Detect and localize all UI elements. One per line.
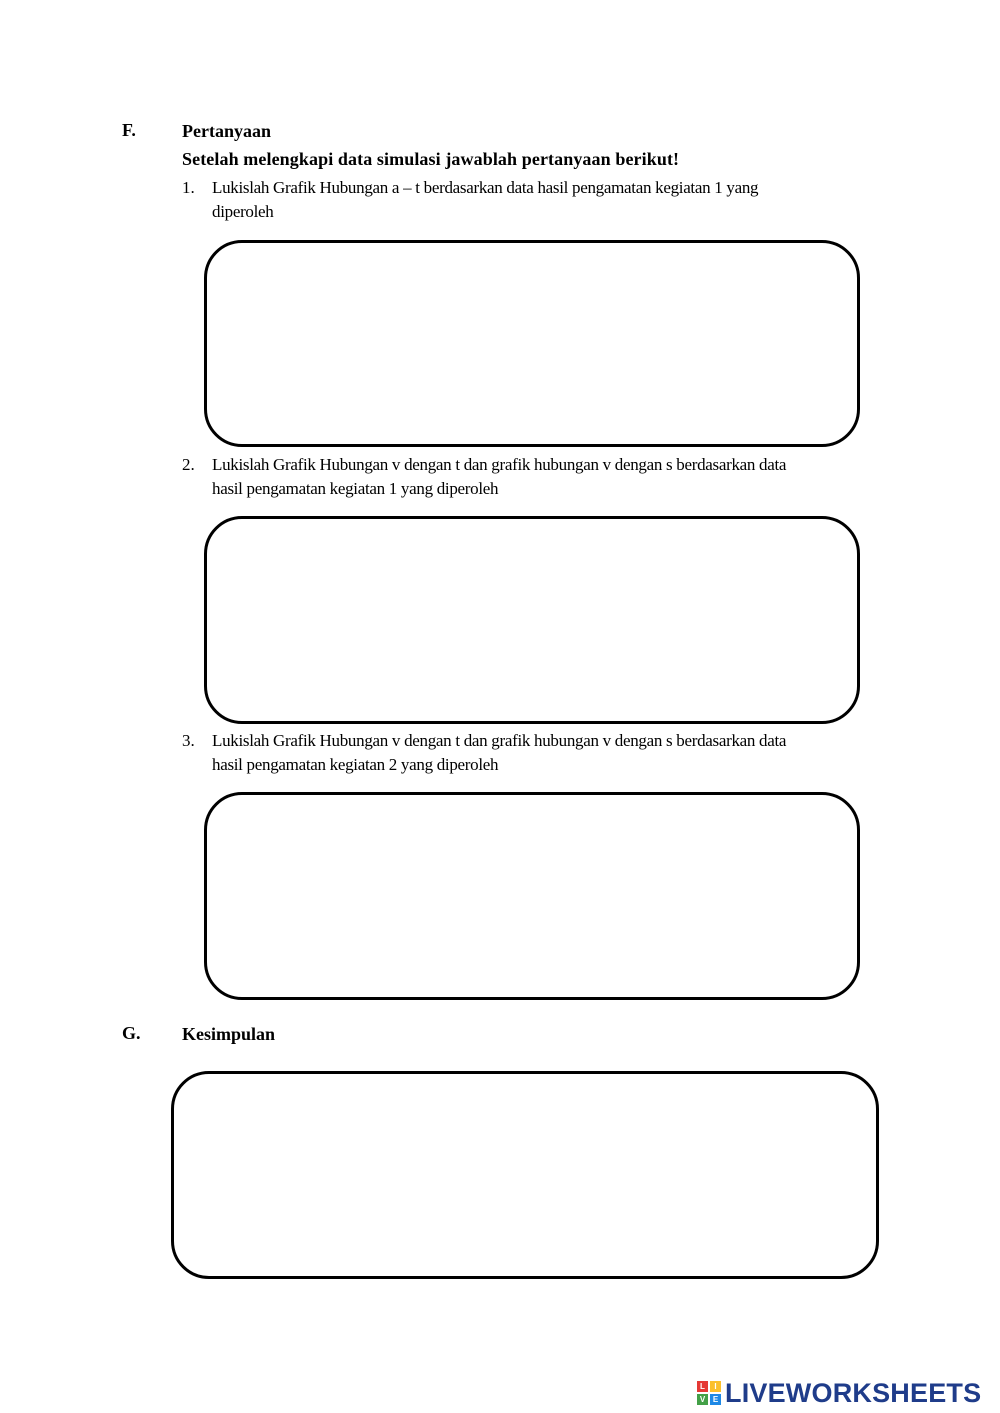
answer-box-1[interactable] (204, 240, 860, 447)
logo-cell-i: I (710, 1381, 721, 1392)
answer-box-3[interactable] (204, 792, 860, 1000)
logo-cell-l: L (697, 1381, 708, 1392)
question-1-text (212, 176, 902, 224)
question-1-line-2: diperoleh (212, 202, 274, 221)
conclusion-answer-box[interactable] (171, 1071, 879, 1279)
question-2-text (212, 453, 902, 501)
liveworksheets-logo (697, 1378, 981, 1408)
question-1-number: 1. (182, 178, 195, 197)
question-3-line-1: Lukislah Grafik Hubungan v dengan t dan grafik hubungan v dengan s berdasarkan data (212, 731, 787, 750)
section-g-title: Kesimpulan (182, 1024, 276, 1044)
question-1-line-1: Lukislah Grafik Hubungan a – t berdasarkan data hasil pengamatan kegiatan 1 yang (212, 178, 759, 197)
section-f-letter: F. (122, 120, 136, 140)
instruction-text: Setelah melengkapi data simulasi jawablah pertanyaan berikut! (182, 149, 680, 169)
logo-cell-v: V (697, 1394, 708, 1405)
logo-cell-e: E (710, 1394, 721, 1405)
question-3-number: 3. (182, 731, 195, 750)
question-2-line-1: Lukislah Grafik Hubungan v dengan t dan grafik hubungan v dengan s berdasarkan data (212, 455, 787, 474)
question-2-line-2: hasil pengamatan kegiatan 1 yang diperoleh (212, 479, 499, 498)
answer-box-2[interactable] (204, 516, 860, 724)
section-f-title: Pertanyaan (182, 121, 271, 141)
section-g-letter: G. (122, 1023, 141, 1043)
question-3-line-2: hasil pengamatan kegiatan 2 yang diperoleh (212, 755, 499, 774)
live-logo-icon (697, 1381, 721, 1405)
question-2-number: 2. (182, 455, 195, 474)
liveworksheets-wordmark: LIVEWORKSHEETS (725, 1377, 982, 1408)
question-3-text (212, 729, 902, 777)
